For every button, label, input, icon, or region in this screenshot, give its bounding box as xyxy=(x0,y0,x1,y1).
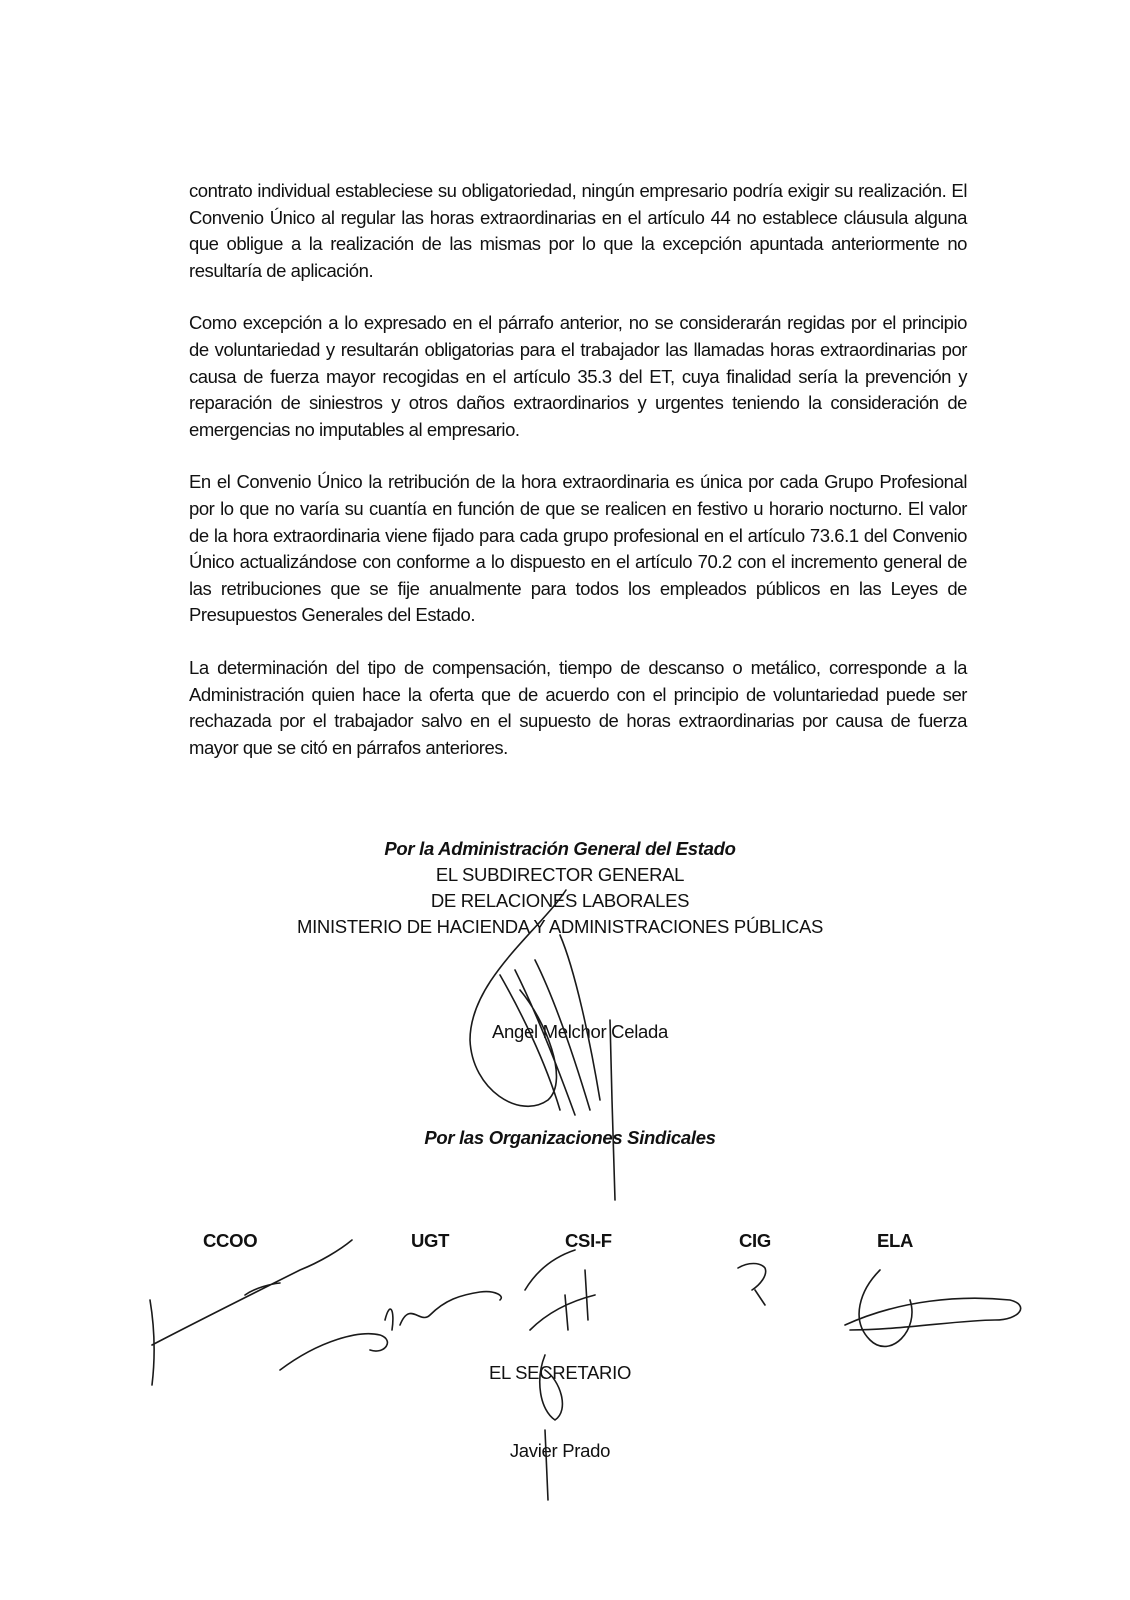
ugt-signature xyxy=(280,1292,501,1370)
union-ela: ELA xyxy=(877,1230,914,1251)
ccoo-signature xyxy=(150,1240,352,1385)
ela-signature xyxy=(845,1270,1021,1346)
union-ugt: UGT xyxy=(411,1230,450,1251)
cig-signature xyxy=(738,1264,766,1306)
secretary-name: Javier Prado xyxy=(509,1440,611,1461)
union-cig: CIG xyxy=(739,1230,771,1251)
administration-signer-name: Angel Melchor Celada xyxy=(491,1021,669,1042)
administration-title-line-2: DE RELACIONES LABORALES xyxy=(430,890,690,911)
secretary-title: EL SECRETARIO xyxy=(488,1362,632,1383)
body-text xyxy=(189,178,967,787)
administration-signature-block xyxy=(240,836,880,940)
csif-signature xyxy=(525,1250,595,1330)
paragraph-2: Como excepción a lo expresado en el párrafo anterior, no se considerarán regidas por el principio de voluntariedad y resultarán obligatorias para el trabajador las llamadas horas extraordinarias por causa de fuerza mayor recogidas en el artículo 35.3 del ET, cuya finalidad sería la prevención y reparación de siniestros y otros daños extraordinarios y urgentes teniendo la consideración de emergencias no imputables al empresario. xyxy=(189,312,967,440)
union-csif: CSI-F xyxy=(565,1230,612,1251)
union-ccoo: CCOO xyxy=(203,1230,258,1251)
administration-heading: Por la Administración General del Estado xyxy=(384,838,736,859)
paragraph-3: En el Convenio Único la retribución de la hora extraordinaria es única por cada Grupo Profesional por lo que no varía su cuantía en función de que se realicen en festivo u horario nocturno. El valor de la hora extraordinaria viene fijado para cada grupo profesional en el artículo 73.6.1 del Convenio Único actualizándose con conforme a lo dispuesto en el artículo 70.2 con el incremento general de las retribuciones que se fije anualmente para todos los empleados públicos en las Leyes de Presupuestos Generales del Estado. xyxy=(189,471,967,626)
paragraph-4: La determinación del tipo de compensación, tiempo de descanso o metálico, corresponde a la Administración quien hace la oferta que de acuerdo con el principio de voluntariedad puede ser rechazada por el trabajador salvo en el supuesto de horas extraordinarias por causa de fuerza mayor que se citó en párrafos anteriores. xyxy=(189,656,967,758)
administration-title-line-1: EL SUBDIRECTOR GENERAL xyxy=(435,864,685,885)
paragraph-1: contrato individual estableciese su obligatoriedad, ningún empresario podría exigir su realización. El Convenio Único al regular las horas extraordinarias en el artículo 44 no establece cláusula alguna que obligue a la realización de las mismas por lo que la excepción apuntada anteriormente no resultaría de aplicación. xyxy=(189,180,967,281)
unions-heading: Por las Organizaciones Sindicales xyxy=(424,1127,716,1148)
administration-title-line-3: MINISTERIO DE HACIENDA Y ADMINISTRACIONES PÚBLICAS xyxy=(296,916,824,937)
